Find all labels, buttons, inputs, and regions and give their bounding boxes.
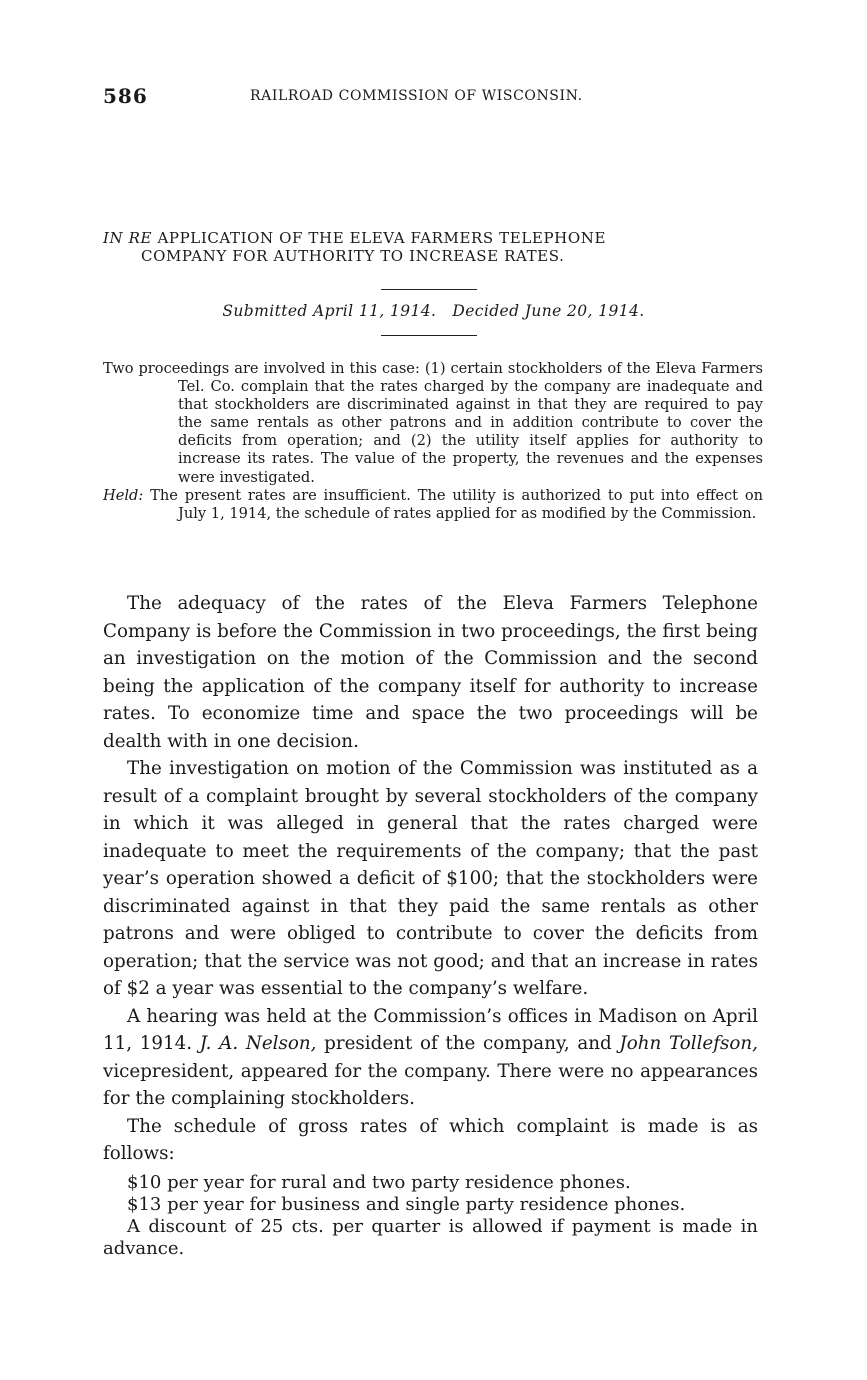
case-title xyxy=(103,229,763,265)
divider-bottom xyxy=(381,335,477,336)
syllabus xyxy=(103,360,763,523)
held-text: The present rates are insufficient. The utility is authorized to put into effect on July 1, 1914, the schedule of rates applied for as modified by the Commission. xyxy=(150,486,764,522)
running-title: RAILROAD COMMISSION OF WISCONSIN. xyxy=(250,88,583,104)
case-title-line-2: COMPANY FOR AUTHORITY TO INCREASE RATES. xyxy=(141,247,565,265)
case-title-prefix: IN RE xyxy=(103,229,153,247)
rate-line-business: $13 per year for business and single party residence phones. xyxy=(127,1193,686,1215)
opinion-body xyxy=(103,590,758,1260)
divider-top xyxy=(381,289,477,290)
paragraph-3-part-a: A hearing was held at the Commission’s offices in Madison on April 11, 1914. xyxy=(103,1005,758,1054)
syllabus-held xyxy=(103,487,763,523)
paragraph-1: The adequacy of the rates of the Eleva Farmers Telephone Company is before the Commission in two proceedings, the first being an investigation on the motion of the Commission and the second being the application of the company itself for authority to increase rates. To economize time and space the two proceedings will be dealth with in one decision. xyxy=(103,593,758,752)
submitted-date: Submitted April 11, 1914. xyxy=(222,302,437,320)
held-label: Held: xyxy=(103,486,144,504)
rate-line-rural: $10 per year for rural and two party residence phones. xyxy=(127,1171,631,1193)
running-head xyxy=(103,84,758,110)
paragraph-3 xyxy=(103,1003,758,1113)
case-title-text-1: APPLICATION OF THE ELEVA FARMERS TELEPHONE xyxy=(157,229,606,247)
paragraph-2: The investigation on motion of the Commission was instituted as a result of a complaint brought by several stockholders of the company in which it was alleged in general that the rates charged were inadequate to meet the requirements of the company; that the past year’s operation showed a deficit of $100; that the stockholders were discriminated against in that they paid the same rentals as other patrons and were obliged to contribute to cover the deficits from operation; that the service was not good; and that an increase in rates of $2 a year was essential to the company’s welfare. xyxy=(103,758,758,999)
discount-note: A discount of 25 cts. per quarter is allowed if payment is made in advance. xyxy=(103,1215,758,1259)
rate-schedule xyxy=(103,1172,758,1260)
paragraph-3-part-b: president of the company, and xyxy=(324,1033,612,1054)
person-name-nelson: J. A. Nelson, xyxy=(199,1033,317,1054)
paragraph-3-part-c: vicepresident, appeared for the company. There were no appearances for the complaining stockholders. xyxy=(103,1060,758,1109)
syllabus-summary: Two proceedings are involved in this case: (1) certain stockholders of the Eleva Farmers Tel. Co. complain that the rates charged by the company are inadequate and that stockholders are discriminated against in that they are required to pay the same rentals as other patrons and in addition contribute to cover the deficits from operation; and (2) the utility itself applies for authority to increase its rates. The value of the property, the revenues and the expenses were investigated. xyxy=(103,360,763,486)
paragraph-4: The schedule of gross rates of which complaint is made is as follows: xyxy=(103,1115,758,1164)
decided-date: Decided June 20, 1914. xyxy=(452,302,645,320)
person-name-tollefson: John Tollefson, xyxy=(619,1033,758,1054)
case-title-line-1 xyxy=(103,229,763,247)
case-dates xyxy=(0,302,867,320)
page-number: 586 xyxy=(103,84,148,108)
